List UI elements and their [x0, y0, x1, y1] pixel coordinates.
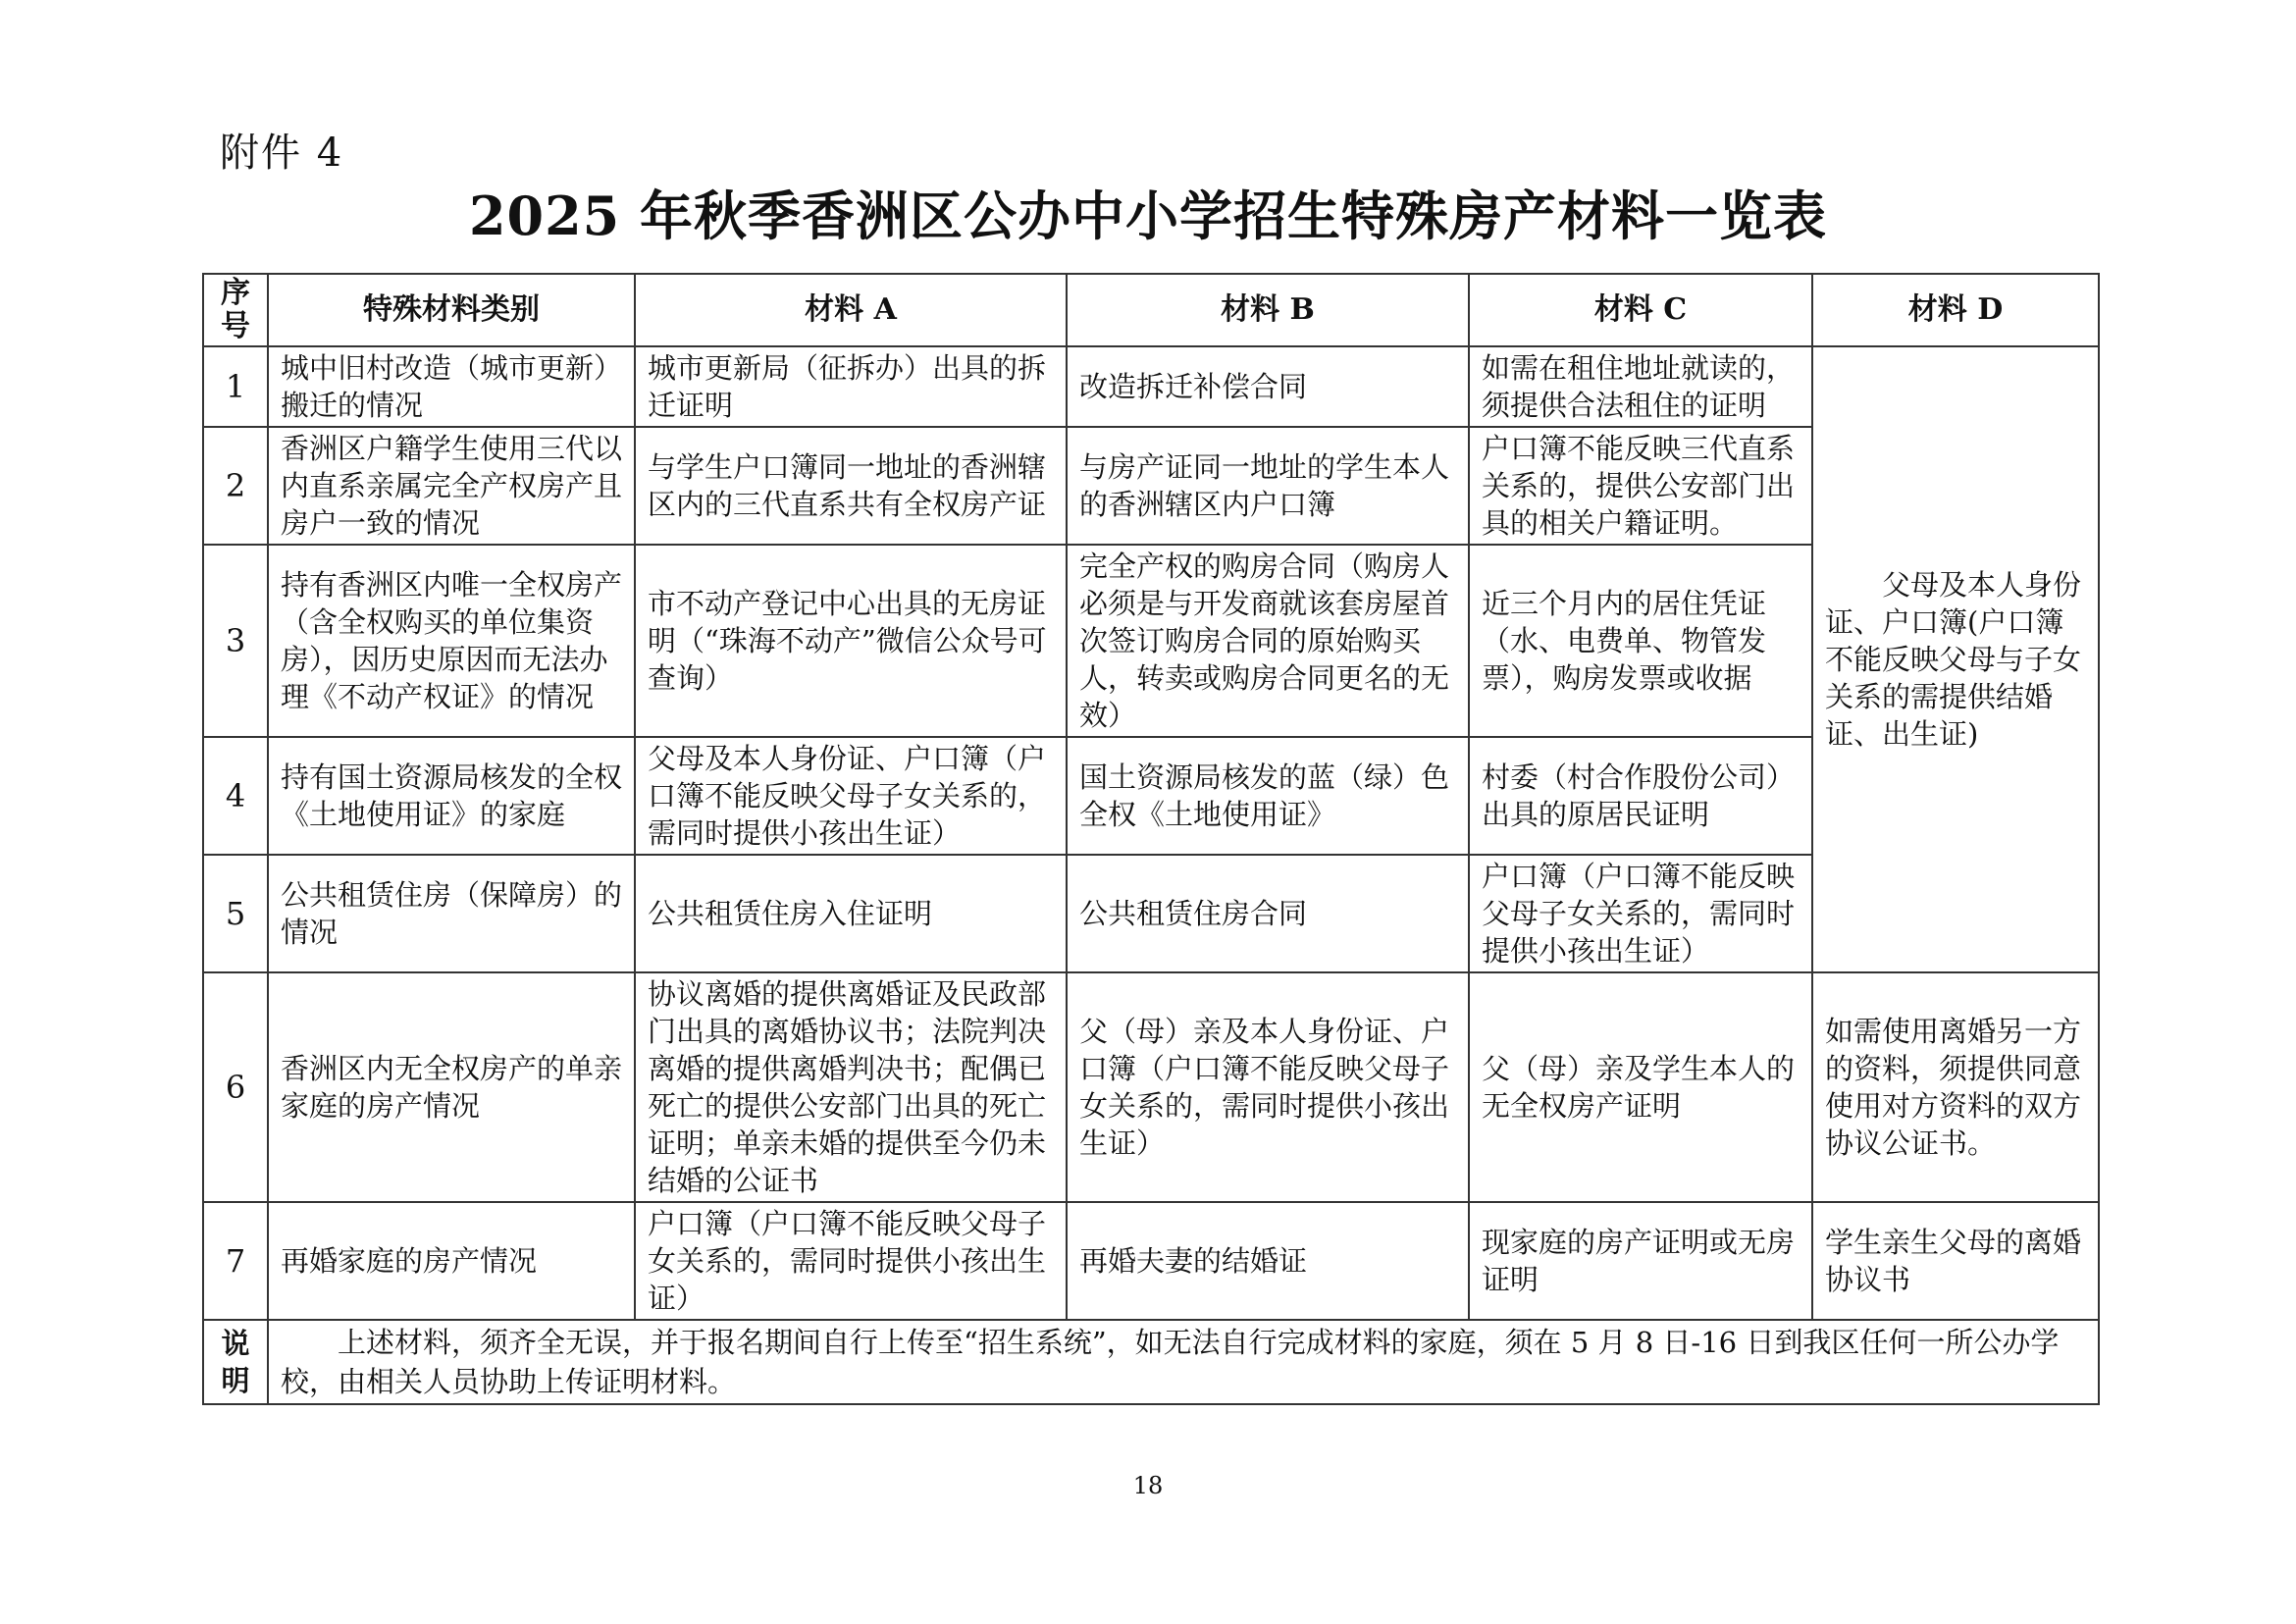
row-material-c: 户口簿（户口簿不能反映父母子女关系的，需同时提供小孩出生证）	[1469, 855, 1812, 972]
row-material-a: 协议离婚的提供离婚证及民政部门出具的离婚协议书；法院判决离婚的提供离婚判决书；配偶已死亡的提供公安部门出具的死亡证明；单亲未婚的提供至今仍未结婚的公证书	[635, 972, 1067, 1202]
table-row	[203, 346, 2099, 427]
row-material-b: 父（母）亲及本人身份证、户口簿（户口簿不能反映父母子女关系的，需同时提供小孩出生证）	[1067, 972, 1469, 1202]
header-material-b: 材料 B	[1067, 274, 1469, 346]
row-material-a: 户口簿（户口簿不能反映父母子女关系的，需同时提供小孩出生证）	[635, 1202, 1067, 1320]
header-index: 序号	[203, 274, 268, 346]
row-category: 持有香洲区内唯一全权房产（含全权购买的单位集资房），因历史原因而无法办理《不动产权证》的情况	[268, 545, 635, 737]
row-material-c: 现家庭的房产证明或无房证明	[1469, 1202, 1812, 1320]
row-material-c: 如需在租住地址就读的，须提供合法租住的证明	[1469, 346, 1812, 427]
page-number: 18	[1132, 1472, 1164, 1499]
row-material-c: 近三个月内的居住凭证（水、电费单、物管发票），购房发票或收据	[1469, 545, 1812, 737]
table-note-row	[203, 1320, 2099, 1404]
row-category: 公共租赁住房（保障房）的情况	[268, 855, 635, 972]
row-category: 城中旧村改造（城市更新）搬迁的情况	[268, 346, 635, 427]
header-material-c: 材料 C	[1469, 274, 1812, 346]
row-material-b: 与房产证同一地址的学生本人的香洲辖区内户口簿	[1067, 427, 1469, 545]
row-material-d: 如需使用离婚另一方的资料，须提供同意使用对方资料的双方协议公证书。	[1812, 972, 2099, 1202]
note-label: 说明	[203, 1320, 268, 1404]
row-material-b: 再婚夫妻的结婚证	[1067, 1202, 1469, 1320]
row-material-c: 父（母）亲及学生本人的无全权房产证明	[1469, 972, 1812, 1202]
note-text: 上述材料，须齐全无误，并于报名期间自行上传至“招生系统”，如无法自行完成材料的家庭，须在 5 月 8 日-16 日到我区任何一所公办学校，由相关人员协助上传证明材料。	[268, 1320, 2099, 1404]
row-material-b: 公共租赁住房合同	[1067, 855, 1469, 972]
row-category: 香洲区户籍学生使用三代以内直系亲属完全产权房产且房户一致的情况	[268, 427, 635, 545]
page-title: 2025 年秋季香洲区公办中小学招生特殊房产材料一览表	[468, 184, 1828, 247]
row-index: 1	[203, 346, 268, 427]
row-material-a: 与学生户口簿同一地址的香洲辖区内的三代直系共有全权房产证	[635, 427, 1067, 545]
row-material-c: 户口簿不能反映三代直系关系的，提供公安部门出具的相关户籍证明。	[1469, 427, 1812, 545]
row-material-a: 城市更新局（征拆办）出具的拆迁证明	[635, 346, 1067, 427]
row-index: 5	[203, 855, 268, 972]
table-row	[203, 1202, 2099, 1320]
merged-material-d: 父母及本人身份证、户口簿(户口簿不能反映父母与子女关系的需提供结婚证、出生证)	[1812, 346, 2099, 972]
header-material-a: 材料 A	[635, 274, 1067, 346]
header-category: 特殊材料类别	[268, 274, 635, 346]
row-material-b: 改造拆迁补偿合同	[1067, 346, 1469, 427]
row-material-b: 完全产权的购房合同（购房人必须是与开发商就该套房屋首次签订购房合同的原始购买人，转卖或购房合同更名的无效）	[1067, 545, 1469, 737]
header-material-d: 材料 D	[1812, 274, 2099, 346]
table-header-row	[203, 274, 2099, 346]
row-material-d: 学生亲生父母的离婚协议书	[1812, 1202, 2099, 1320]
row-category: 持有国土资源局核发的全权《土地使用证》的家庭	[268, 737, 635, 855]
row-material-a: 市不动产登记中心出具的无房证明（“珠海不动产”微信公众号可查询）	[635, 545, 1067, 737]
row-index: 2	[203, 427, 268, 545]
row-material-b: 国土资源局核发的蓝（绿）色全权《土地使用证》	[1067, 737, 1469, 855]
attachment-label: 附件 4	[220, 131, 344, 176]
row-index: 4	[203, 737, 268, 855]
row-index: 7	[203, 1202, 268, 1320]
table-row	[203, 972, 2099, 1202]
row-category: 再婚家庭的房产情况	[268, 1202, 635, 1320]
row-material-c: 村委（村合作股份公司）出具的原居民证明	[1469, 737, 1812, 855]
materials-table	[202, 273, 2100, 1405]
row-index: 3	[203, 545, 268, 737]
row-index: 6	[203, 972, 268, 1202]
row-category: 香洲区内无全权房产的单亲家庭的房产情况	[268, 972, 635, 1202]
row-material-a: 公共租赁住房入住证明	[635, 855, 1067, 972]
row-material-a: 父母及本人身份证、户口簿（户口簿不能反映父母子女关系的，需同时提供小孩出生证）	[635, 737, 1067, 855]
